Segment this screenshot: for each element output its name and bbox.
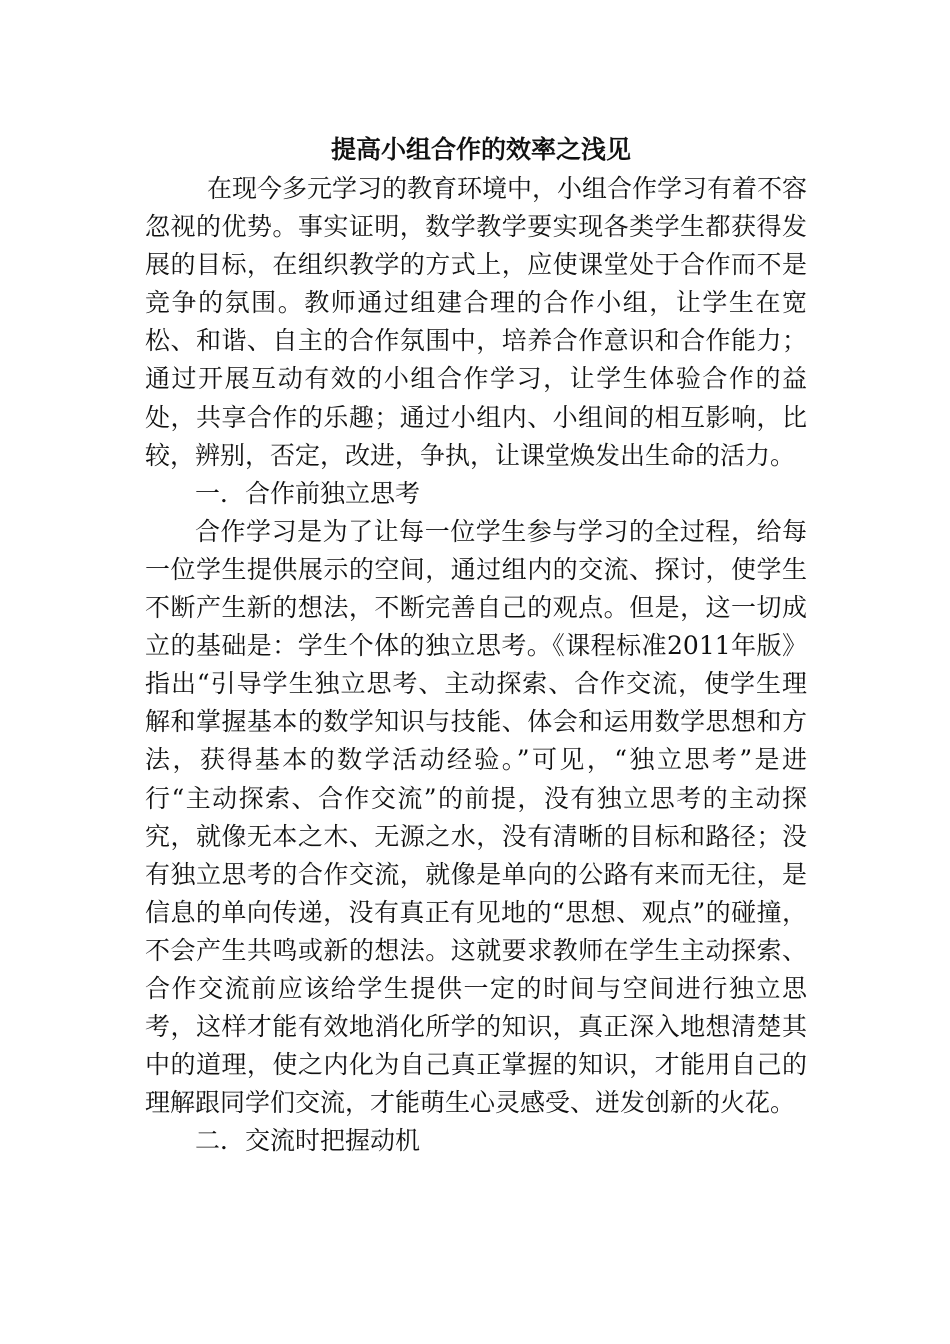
section-heading-1: 一．合作前独立思考 <box>195 478 421 508</box>
section-heading-2: 二．交流时把握动机 <box>195 1126 421 1156</box>
document-title: 提高小组合作的效率之浅见 <box>330 135 631 164</box>
section-1-paragraph: 合作学习是为了让每一位学生参与学习的全过程，给每一位学生提供展示的空间，通过组内的交流、探讨，使学生不断产生新的想法，不断完善自己的观点。但是，这一切成立的基础是：学生个体的独立思考。《课程标准2011年版》指出“引导学生独立思考、主动探索、合作交流，使学生理解和掌握基本的数学知识与技能、体会和运用数学思想和方法，获得基本的数学活动经验。”可见，“独立思考”是进行“主动探索、合作交流”的前提，没有独立思考的主动探究，就像无本之木、无源之水，没有清晰的目标和路径；没有独立思考的合作交流，就像是单向的公路有来而无往，是信息的单向传递，没有真正有见地的“思想、观点”的碰撞，不会产生共鸣或新的想法。这就要求教师在学生主动探索、合作交流前应该给学生提供一定的时间与空间进行独立思考，这样才能有效地消化所学的知识，真正深入地想清楚其中的道理，使之内化为自己真正掌握的知识，才能用自己的理解跟同学们交流，才能萌生心灵感受、迸发创新的火花。 <box>145 516 807 1118</box>
intro-paragraph: 在现今多元学习的教育环境中，小组合作学习有着不容忽视的优势。事实证明，数学教学要实现各类学生都获得发展的目标，在组织教学的方式上，应使课堂处于合作而不是竞争的氛围。教师通过组建合理的合作小组，让学生在宽松、和谐、自主的合作氛围中，培养合作意识和合作能力；通过开展互动有效的小组合作学习，让学生体验合作的益处，共享合作的乐趣；通过小组内、小组间的相互影响，比较，辨别，否定，改进，争执，让课堂焕发出生命的活力。 <box>145 174 808 470</box>
document-body <box>145 130 807 1160</box>
